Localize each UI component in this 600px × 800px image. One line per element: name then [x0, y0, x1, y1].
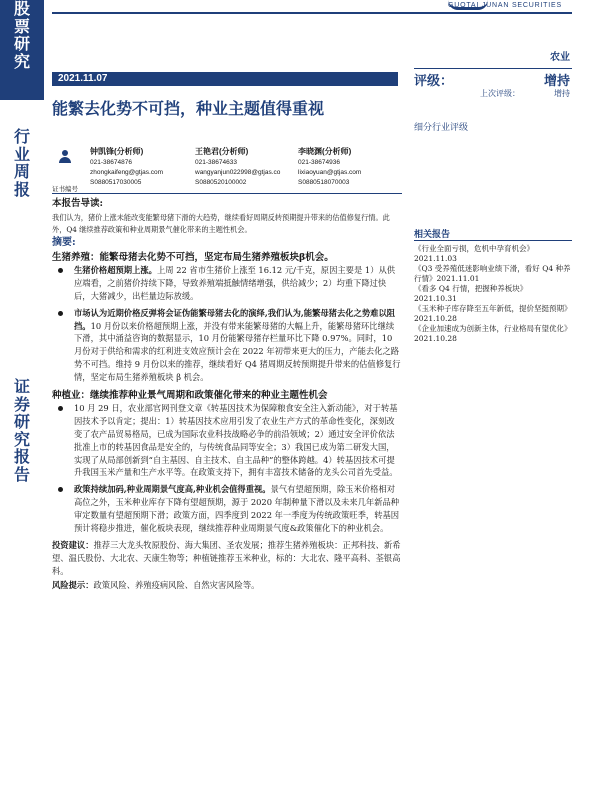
rating-value: 增持: [543, 74, 570, 89]
report-body: [52, 198, 402, 592]
analyst-email[interactable]: lixiaoyuan@gtjas.com: [298, 169, 362, 176]
bullet-dot-icon: [58, 487, 63, 492]
related-report-item[interactable]: 《看多 Q4 行情，把握种养板块》 2021.10.31: [414, 284, 528, 303]
report-date: 2021.11.07: [52, 72, 398, 86]
previous-rating-label: 上次评级：: [480, 89, 520, 98]
sidebar-label-industry-weekly: 行 业 周 报: [13, 127, 30, 199]
analyst-card: [90, 146, 200, 188]
related-reports-title: 相关报告: [414, 230, 451, 240]
related-reports-list: [414, 244, 576, 344]
section-heading-hog: 生猪养殖：能繁母猪去化势不可挡，坚定布局生猪养殖板块β机会。: [52, 251, 334, 263]
bullet-item: 10 月 29 日，农业部官网刊登文章《转基因技术为保障粮食安全注入新动能》，对于转基因技术予以肯定；提出：1）转基因技术应用引发了农业生产方式的革命性变化，深刻改变了农产品贸易格局，已成为国际农业科技战略必争的前沿领域；2）通过安全评价依法批准上市的转基因食品是安全的，与传统食品同等安全；3）我国已成为第二研发大国，实现了从局部创新到“自主基因、自主技术、自主品种”的整体跨越。4）转基因技术可提升我国玉米产量和生产水平等。在政策支持下，拥有丰富技术储备的龙头公司首先受益。: [52, 402, 402, 479]
investment-advice: 投资建议：推荐三大龙头牧原股份、海大集团、圣农发展；推荐生猪养殖板块：正邦科技、新希望、温氏股份、大北农、天康生物等；种植链推荐玉米种业，标的：大北农、隆平高科、荃银高科。: [52, 540, 401, 576]
analyst-email[interactable]: wangyanjun022998@gtjas.co: [195, 169, 281, 176]
section-heading-planting: 种植业：继续推荐种业景气周期和政策催化带来的种业主题性机会: [52, 389, 328, 401]
guide-text: 我们认为，猪价上涨未能改变能繁母猪下滑的大趋势，继续看好周期反转预期提升带来的估值修复行情。此外，Q4 继续推荐政策和种业周期景气催化带来的主题性机会。: [52, 212, 390, 235]
analyst-phone: 021-38674936: [298, 159, 340, 166]
sidebar-label-securities-report: 证 券 研 究 报 告: [13, 377, 30, 484]
analyst-name: 钟凯锋(分析师): [90, 147, 144, 156]
analysts-rule: [52, 193, 402, 194]
analyst-card: [195, 146, 305, 188]
related-report-item[interactable]: 《行业全面亏损，危机中孕育机会》 2021.11.03: [414, 244, 534, 263]
analyst-name: 李晓渊(分析师): [298, 147, 352, 156]
analyst-cert: S0880517030005: [90, 179, 142, 186]
related-report-item[interactable]: 《Q3 受养殖低迷影响业绩下滑，看好 Q4 种养行情》2021.11.01: [414, 264, 571, 283]
related-reports-rule: [414, 240, 572, 241]
risk-warning: 风险提示：政策风险、养殖疫病风险、自然灾害风险等。: [52, 579, 260, 590]
header-rule: [52, 12, 572, 14]
bullet-item: 政策持续加码,种业周期景气度高,种业机会值得重视。景气有望超预期，除玉米价格相对高位之外，玉米种业库存下降有望超预期，源于 2020 年制种量下滑以及未来几年新品种审定数量有望超预期下滑；政策方面，四季度到 2022 年一季度为传统政策旺季，转基因预计将稳步推进，催化板块表现，继续推荐种业周期景气度&政策催化下的种业机会。: [52, 483, 402, 534]
analyst-cert: S0880518070003: [298, 179, 350, 186]
guide-heading: 本报告导读:: [52, 198, 104, 209]
analyst-email[interactable]: zhongkaifeng@gtjas.com: [90, 169, 164, 176]
company-name: GUOTAI JUNAN SECURITIES: [448, 2, 562, 9]
bullet-dot-icon: [58, 311, 63, 316]
bullet-item: 市场认为近期价格反弹将会证伪能繁母猪去化的演绎,我们认为,能繁母猪去化之势难以阻挡。10 月份以来价格超预期上涨，并没有带来能繁母猪的大幅上升，能繁母猪环比继续下滑，其中涌益咨询的数据显示，10 月份能繁母猪存栏量环比下降 0.97%。同时，10 月份对于供给和需求的红利进支效应预计会在 2022 年初带来更大的压力，产能去化之路势不可挡。维持 9 月份以来的推荐，继续看好 Q4 猪周期反转预期提升带来的估值修复行情，坚定布局生猪养殖板块 β 机会。: [52, 307, 402, 384]
cert-number-label: 证书编号: [52, 186, 78, 193]
subcategory-rating-label: 细分行业评级: [414, 123, 469, 133]
abstract-heading: 摘要:: [52, 236, 76, 248]
rating-rule: [414, 68, 572, 69]
related-report-item[interactable]: 《企业加速成为创新主体，行业格局有望优化》 2021.10.28: [414, 324, 572, 343]
person-icon: [58, 150, 72, 164]
rating-label: 评级：: [414, 74, 454, 89]
previous-rating-value: 增持: [554, 89, 570, 98]
bullet-dot-icon: [58, 268, 63, 273]
analyst-name: 王艳君(分析师): [195, 147, 249, 156]
report-category: 农业: [550, 52, 570, 63]
bullet-dot-icon: [58, 406, 63, 411]
sidebar: [0, 0, 44, 800]
analyst-card: [298, 146, 408, 188]
analyst-phone: 021-38674876: [90, 159, 132, 166]
analyst-phone: 021-38674633: [195, 159, 237, 166]
related-report-item[interactable]: 《玉米种子库存降至五年新低，提价坚挺预期》 2021.10.28: [414, 304, 572, 323]
bullet-item: 生猪价格超预期上涨。上周 22 省市生猪价上涨至 16.12 元/千克，原因主要是 1）从供应端看，之前猪价持续下降，导致养殖端抵触情绪增强，供给减少；2）均重下降过快后，大猪减少，出栏量边际放缓。: [52, 264, 402, 302]
analyst-cert: S0880520100002: [195, 179, 247, 186]
sidebar-label-stock-research: 股 票 研 究: [13, 0, 30, 71]
report-title: 能繁去化势不可挡，种业主题值得重视: [52, 99, 325, 118]
